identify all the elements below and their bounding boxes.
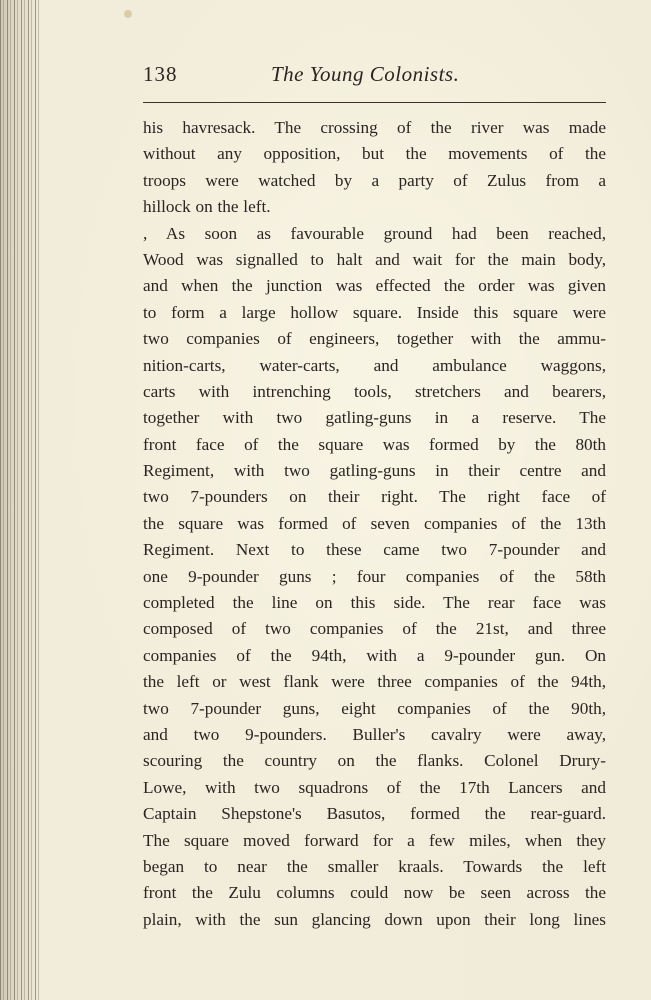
text-line: nition-carts, water-carts, and ambulance waggons,: [143, 355, 606, 375]
text-line: without any opposition, but the movements of the: [143, 144, 606, 164]
book-binding-edge: [0, 0, 40, 1000]
text-line: and when the junction was effected the order was given: [143, 276, 606, 296]
text-line: scouring the country on the flanks. Colonel Drury-: [143, 751, 606, 771]
text-line: began to near the smaller kraals. Towards the left: [143, 856, 606, 876]
text-line: , As soon as favourable ground had been reached,: [143, 223, 606, 243]
text-line: his havresack. The crossing of the river was made: [143, 118, 606, 137]
text-line: completed the line on this side. The rear face was: [143, 593, 606, 613]
text-line: The square moved forward for a few miles, when they: [143, 830, 606, 850]
text-line: front the Zulu columns could now be seen across the: [143, 883, 606, 903]
text-line: two companies of engineers, together with the ammu-: [143, 329, 606, 349]
text-line: two 7-pounder guns, eight companies of the 90th,: [143, 698, 606, 718]
text-line: Regiment, with two gatling-guns in their centre and: [143, 461, 606, 481]
text-line: carts with intrenching tools, stretchers and bearers,: [143, 381, 606, 401]
text-line: to form a large hollow square. Inside this square were: [143, 302, 606, 322]
paper-stain: [124, 10, 132, 18]
text-line: one 9-pounder guns ; four companies of the 58th: [143, 566, 606, 586]
running-title: The Young Colonists.: [271, 62, 460, 86]
text-line: hillock on the left.: [143, 197, 271, 217]
text-line: and two 9-pounders. Buller's cavalry were away,: [143, 724, 606, 744]
page-header: [143, 60, 606, 92]
text-line: together with two gatling-guns in a reserve. The: [143, 408, 606, 428]
text-line: the square was formed of seven companies of the 13th: [143, 513, 606, 533]
text-line: composed of two companies of the 21st, and three: [143, 619, 606, 639]
text-line: the left or west flank were three companies of the 94th,: [143, 672, 606, 692]
text-line: two 7-pounders on their right. The right face of: [143, 487, 606, 507]
text-line: Regiment. Next to these came two 7-pounder and: [143, 540, 606, 560]
text-line: Captain Shepstone's Basutos, formed the rear-guard.: [143, 804, 606, 824]
text-line: front face of the square was formed by the 80th: [143, 434, 606, 454]
text-line: companies of the 94th, with a 9-pounder gun. On: [143, 645, 606, 665]
text-line: troops were watched by a party of Zulus from a: [143, 170, 606, 190]
text-line: Lowe, with two squadrons of the 17th Lancers and: [143, 777, 606, 797]
header-rule: [143, 102, 606, 103]
text-line: plain, with the sun glancing down upon their long lines: [143, 909, 606, 929]
body-text: [143, 115, 606, 933]
page-number: 138: [143, 62, 178, 86]
text-line: Wood was signalled to halt and wait for the main body,: [143, 249, 606, 269]
